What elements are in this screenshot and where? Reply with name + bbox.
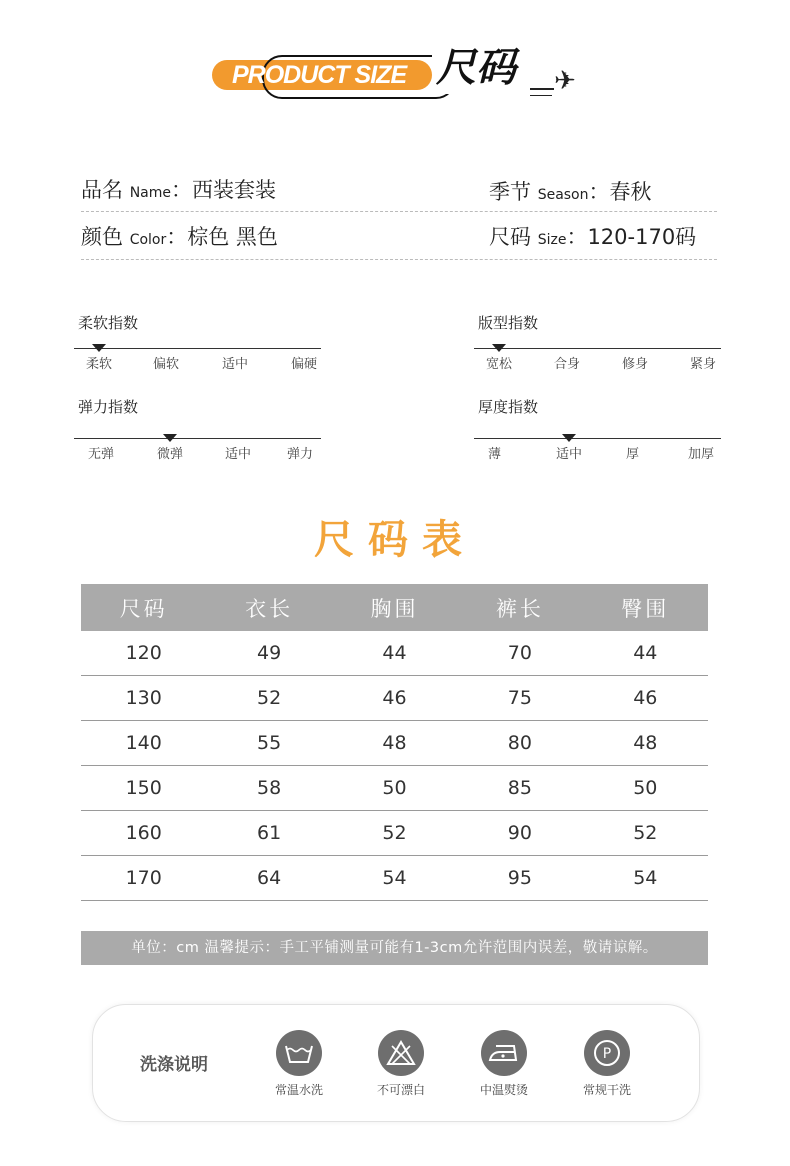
index-title: 厚度指数 <box>478 398 539 416</box>
index-title: 版型指数 <box>478 314 539 332</box>
table-cell: 50 <box>332 766 457 811</box>
index-scale-label: 宽松 <box>486 357 513 372</box>
no-bleach-icon <box>378 1030 424 1076</box>
index-scale-line <box>74 438 321 439</box>
table-cell: 80 <box>457 721 582 766</box>
wash-title: 洗涤说明 <box>140 1055 208 1075</box>
index-scale-label: 弹力 <box>287 447 314 462</box>
airplane-icon: ✈ <box>554 66 576 96</box>
table-header-cell: 胸围 <box>332 584 457 631</box>
index-scale-label: 厚 <box>626 447 640 462</box>
index-scale-label: 微弹 <box>157 447 184 462</box>
table-cell: 120 <box>81 631 206 676</box>
table-cell: 55 <box>206 721 331 766</box>
index-scale-label: 适中 <box>225 447 252 462</box>
index-scale-label: 适中 <box>222 357 249 372</box>
table-cell: 46 <box>332 676 457 721</box>
table-cell: 54 <box>332 856 457 901</box>
info-size: 尺码 Size：120-170码 <box>489 225 697 249</box>
table-cell: 50 <box>583 766 708 811</box>
size-table <box>81 584 708 901</box>
index-marker-icon <box>562 434 576 442</box>
table-header-cell: 裤长 <box>457 584 582 631</box>
divider <box>81 259 717 260</box>
header-title-cn: 尺码 <box>432 42 520 94</box>
header-dash <box>530 95 552 96</box>
table-cell: 52 <box>206 676 331 721</box>
table-cell: 48 <box>583 721 708 766</box>
table-cell: 44 <box>332 631 457 676</box>
table-cell: 95 <box>457 856 582 901</box>
table-row <box>81 766 708 811</box>
table-cell: 64 <box>206 856 331 901</box>
dry-clean-icon <box>584 1030 630 1076</box>
table-row <box>81 676 708 721</box>
wash-label: 常规干洗 <box>582 1083 631 1097</box>
table-cell: 70 <box>457 631 582 676</box>
table-cell: 44 <box>583 631 708 676</box>
index-scale-line <box>474 348 721 349</box>
iron-icon <box>481 1030 527 1076</box>
table-row <box>81 811 708 856</box>
table-cell: 90 <box>457 811 582 856</box>
table-cell: 52 <box>332 811 457 856</box>
table-cell: 58 <box>206 766 331 811</box>
table-cell: 130 <box>81 676 206 721</box>
index-marker-icon <box>163 434 177 442</box>
index-marker-icon <box>492 344 506 352</box>
index-marker-icon <box>92 344 106 352</box>
wash-tub-icon <box>276 1030 322 1076</box>
table-cell: 46 <box>583 676 708 721</box>
index-scale-label: 紧身 <box>690 357 717 372</box>
index-title: 弹力指数 <box>78 398 139 416</box>
index-scale-label: 修身 <box>622 357 649 372</box>
table-cell: 61 <box>206 811 331 856</box>
index-scale-line <box>474 438 721 439</box>
index-scale-label: 加厚 <box>688 447 715 462</box>
header-title-en: PRODUCT SIZE <box>232 61 407 89</box>
info-name: 品名 Name：西装套装 <box>81 178 276 202</box>
table-cell: 48 <box>332 721 457 766</box>
table-body <box>81 631 708 901</box>
index-scale-label: 薄 <box>488 447 502 462</box>
table-header-cell: 臀围 <box>583 584 708 631</box>
table-cell: 160 <box>81 811 206 856</box>
wash-label: 常温水洗 <box>274 1083 323 1097</box>
size-table-title: 尺码表 <box>314 517 476 563</box>
index-scale-line <box>74 348 321 349</box>
wash-label: 中温熨烫 <box>479 1083 528 1097</box>
table-cell: 52 <box>583 811 708 856</box>
index-scale-label: 合身 <box>554 357 581 372</box>
table-cell: 150 <box>81 766 206 811</box>
table-cell: 75 <box>457 676 582 721</box>
measurement-note: 单位：cm 温馨提示：手工平铺测量可能有1-3cm允许范围内误差，敬请谅解。 <box>81 931 708 965</box>
table-header-cell: 衣长 <box>206 584 331 631</box>
table-cell: 49 <box>206 631 331 676</box>
index-scale-label: 适中 <box>556 447 583 462</box>
svg-text:P: P <box>602 1046 612 1062</box>
index-scale-label: 偏软 <box>153 357 180 372</box>
header-dash <box>530 88 554 90</box>
index-scale-label: 柔软 <box>86 357 113 372</box>
table-header-row <box>81 584 708 631</box>
table-cell: 85 <box>457 766 582 811</box>
table-row <box>81 631 708 676</box>
index-title: 柔软指数 <box>78 314 139 332</box>
table-header-cell: 尺码 <box>81 584 206 631</box>
table-cell: 54 <box>583 856 708 901</box>
info-season: 季节 Season：春秋 <box>489 180 652 204</box>
table-row <box>81 721 708 766</box>
table-cell: 140 <box>81 721 206 766</box>
index-scale-label: 无弹 <box>88 447 115 462</box>
divider <box>81 211 717 212</box>
info-color: 颜色 Color：棕色 黑色 <box>81 225 278 249</box>
table-row <box>81 856 708 901</box>
wash-label: 不可漂白 <box>376 1083 425 1097</box>
table-cell: 170 <box>81 856 206 901</box>
index-scale-label: 偏硬 <box>291 357 318 372</box>
